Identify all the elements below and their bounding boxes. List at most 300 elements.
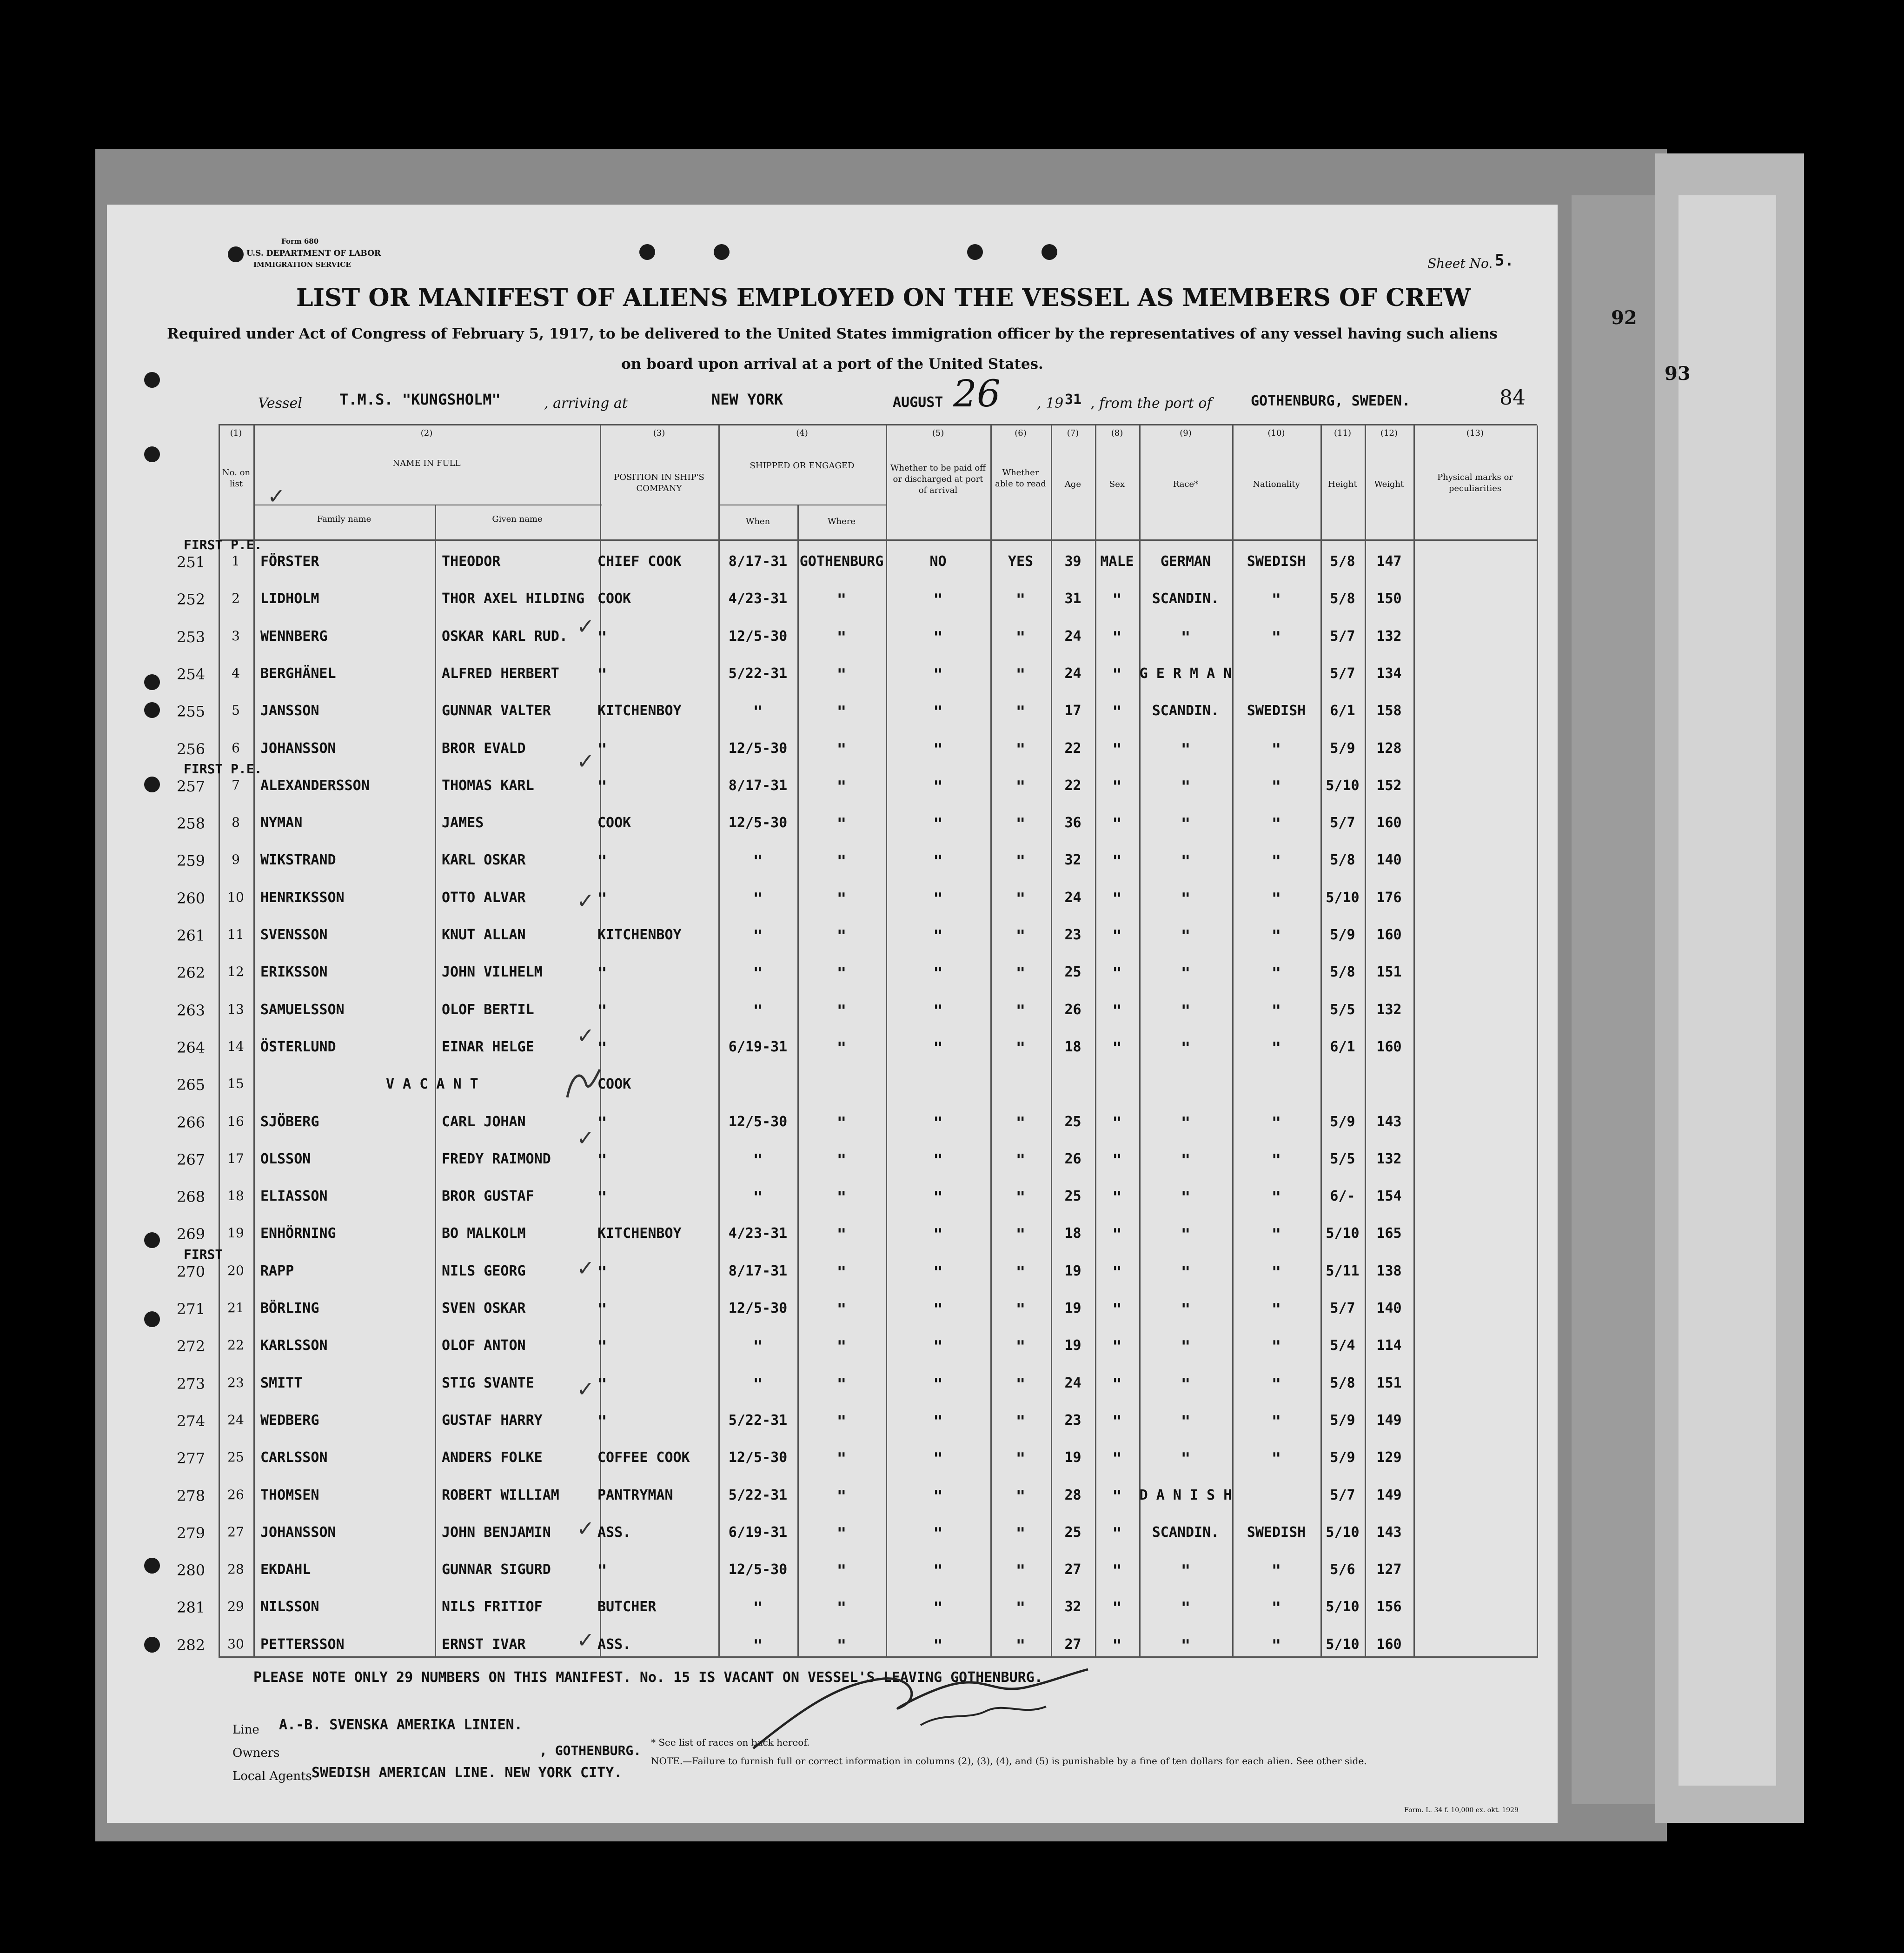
- local-agents-label: Local Agents: [232, 1769, 312, 1783]
- family-name: RAPP: [260, 1263, 294, 1279]
- col-header-read: Whether able to read: [995, 468, 1046, 489]
- shipped-when: 12/5-30: [728, 1114, 788, 1130]
- able-to-read: ": [1015, 1524, 1026, 1543]
- sex: ": [1112, 1412, 1122, 1431]
- local-agents-value: SWEDISH AMERICAN LINE. NEW YORK CITY.: [312, 1765, 623, 1781]
- weight: 143: [1376, 1524, 1402, 1541]
- age: 23: [1064, 927, 1081, 943]
- family-name: PETTERSSON: [260, 1636, 345, 1653]
- col-border: [253, 425, 255, 1658]
- able-to-read: ": [1015, 1114, 1026, 1132]
- position: ": [597, 628, 607, 647]
- position: ": [597, 1114, 607, 1132]
- position: ": [597, 1561, 607, 1580]
- family-name: BERGHÄNEL: [260, 665, 336, 682]
- background-page-edge-light: [1678, 195, 1776, 1786]
- sex: ": [1112, 1002, 1122, 1020]
- nationality: ": [1271, 1561, 1281, 1580]
- shipped-when: 4/23-31: [728, 591, 788, 607]
- shipped-where: ": [836, 1412, 847, 1431]
- shipped-when: 12/5-30: [728, 815, 788, 831]
- col-header-race: Race*: [1173, 479, 1199, 489]
- form-number: Form 680: [281, 237, 319, 246]
- shipped-where: ": [836, 1002, 847, 1020]
- race: ": [1181, 890, 1191, 908]
- arrival-month: AUGUST: [893, 394, 943, 411]
- race: G E R M A N: [1139, 665, 1232, 682]
- check-mark-icon: ✓: [577, 749, 595, 774]
- shipped-where: ": [836, 1599, 847, 1617]
- family-name: HENRIKSSON: [260, 890, 345, 906]
- sex: ": [1112, 852, 1122, 870]
- paid-off: ": [933, 890, 943, 908]
- race: ": [1181, 1300, 1191, 1319]
- sex: ": [1112, 1337, 1122, 1356]
- from-port-label: , from the port of: [1090, 395, 1212, 412]
- age: 24: [1064, 665, 1081, 682]
- height: 5/10: [1326, 777, 1360, 794]
- race: D A N I S H: [1139, 1487, 1232, 1503]
- crew-id: 280: [177, 1561, 206, 1579]
- punch-hole: [228, 246, 244, 262]
- given-name: GUNNAR SIGURD: [442, 1561, 551, 1578]
- col-header-shipped: SHIPPED OR ENGAGED: [750, 461, 855, 471]
- col-header-weight: Weight: [1374, 479, 1404, 489]
- paid-off: ": [933, 1002, 943, 1020]
- height: 5/8: [1330, 964, 1355, 980]
- crew-id: 262: [177, 964, 206, 982]
- able-to-read: ": [1015, 1151, 1026, 1169]
- position: ": [597, 1412, 607, 1431]
- shipped-where: GOTHENBURG: [799, 553, 884, 570]
- shipped-when: ": [753, 927, 763, 945]
- age: 22: [1064, 777, 1081, 794]
- weight: 132: [1376, 628, 1402, 644]
- col-header-when: When: [745, 517, 770, 526]
- crew-id: 270: [177, 1263, 206, 1281]
- paid-off: ": [933, 1449, 943, 1468]
- race: ": [1181, 1599, 1191, 1617]
- paid-off: ": [933, 1263, 943, 1282]
- race: SCANDIN.: [1152, 703, 1220, 719]
- nationality: ": [1271, 1449, 1281, 1468]
- paid-off: ": [933, 665, 943, 684]
- family-name: KARLSSON: [260, 1337, 328, 1354]
- first-pe-annotation: FIRST: [184, 1247, 223, 1262]
- position: ": [597, 1188, 607, 1207]
- check-mark-icon: ✓: [577, 1023, 595, 1048]
- crew-id: 251: [177, 553, 206, 571]
- row-line-number: 27: [227, 1524, 244, 1540]
- paid-off: ": [933, 1188, 943, 1207]
- shipped-when: 6/19-31: [728, 1524, 788, 1541]
- shipped-where: ": [836, 1263, 847, 1282]
- position: KITCHENBOY: [597, 927, 682, 943]
- col-border: [718, 425, 720, 1658]
- crew-id: 277: [177, 1449, 206, 1467]
- able-to-read: ": [1015, 1375, 1026, 1394]
- shipped-where: ": [836, 1561, 847, 1580]
- crew-id: 269: [177, 1225, 206, 1243]
- sex: ": [1112, 1449, 1122, 1468]
- shipped-when: ": [753, 852, 763, 870]
- shipping-line: A.-B. SVENSKA AMERIKA LINIEN.: [279, 1717, 523, 1733]
- paid-off: NO: [929, 553, 947, 570]
- family-name: SMITT: [260, 1375, 303, 1391]
- shipped-when: 8/17-31: [728, 553, 788, 570]
- sex: ": [1112, 964, 1122, 983]
- first-pe-annotation: FIRST P.E.: [184, 537, 262, 552]
- height: 5/9: [1330, 740, 1355, 757]
- check-mark-icon: ✓: [577, 1628, 595, 1653]
- crew-id: 272: [177, 1337, 206, 1355]
- row-line-number: 11: [227, 927, 244, 942]
- given-name: ROBERT WILLIAM: [442, 1487, 559, 1503]
- family-name: SVENSSON: [260, 927, 328, 943]
- crew-id: 274: [177, 1412, 206, 1430]
- able-to-read: ": [1015, 890, 1026, 908]
- nationality: ": [1271, 1151, 1281, 1169]
- shipped-when: 12/5-30: [728, 740, 788, 757]
- race: ": [1181, 1114, 1191, 1132]
- paid-off: ": [933, 1114, 943, 1132]
- owners-label: Owners: [232, 1746, 280, 1760]
- position: PANTRYMAN: [597, 1487, 673, 1503]
- crew-id: 253: [177, 628, 206, 646]
- punch-hole: [144, 372, 160, 388]
- height: 5/9: [1330, 1114, 1355, 1130]
- position: ": [597, 1039, 607, 1057]
- sex: ": [1112, 1151, 1122, 1169]
- family-name: THOMSEN: [260, 1487, 319, 1503]
- shipped-where: ": [836, 665, 847, 684]
- position: BUTCHER: [597, 1599, 657, 1615]
- shipped-when: 4/23-31: [728, 1225, 788, 1242]
- punch-hole: [639, 244, 655, 260]
- sex: ": [1112, 1039, 1122, 1057]
- row-line-number: 19: [227, 1225, 244, 1241]
- given-name: THOMAS KARL: [442, 777, 534, 794]
- shipped-when: ": [753, 703, 763, 721]
- crew-id: 282: [177, 1636, 206, 1654]
- nationality: ": [1271, 777, 1281, 796]
- paid-off: ": [933, 1337, 943, 1356]
- race: ": [1181, 740, 1191, 759]
- nationality: ": [1271, 852, 1281, 870]
- col-header-family-name: Family name: [317, 514, 372, 524]
- age: 26: [1064, 1002, 1081, 1018]
- arrival-port: NEW YORK: [711, 391, 783, 408]
- family-name: NYMAN: [260, 815, 303, 831]
- position: ": [597, 740, 607, 759]
- given-name: EINAR HELGE: [442, 1039, 534, 1055]
- given-name: KNUT ALLAN: [442, 927, 526, 943]
- check-mark-icon: ✓: [577, 1516, 595, 1541]
- given-name: SVEN OSKAR: [442, 1300, 526, 1316]
- position: KITCHENBOY: [597, 703, 682, 719]
- row-line-number: 17: [227, 1151, 244, 1166]
- height: 5/9: [1330, 1449, 1355, 1466]
- line-label: Line: [232, 1723, 259, 1737]
- position: ": [597, 1151, 607, 1169]
- nationality: ": [1271, 1599, 1281, 1617]
- able-to-read: ": [1015, 1188, 1026, 1207]
- paid-off: ": [933, 703, 943, 721]
- col-header-position: POSITION IN SHIP'S COMPANY: [614, 472, 704, 493]
- weight: 151: [1376, 964, 1402, 980]
- first-pe-annotation: FIRST P.E.: [184, 761, 262, 777]
- row-line-number: 28: [227, 1561, 244, 1577]
- family-name: LIDHOLM: [260, 591, 319, 607]
- height: 5/9: [1330, 1412, 1355, 1428]
- punch-hole: [144, 1637, 160, 1653]
- paid-off: ": [933, 1151, 943, 1169]
- vessel-name: T.M.S. "KUNGSHOLM": [339, 391, 501, 408]
- able-to-read: ": [1015, 1002, 1026, 1020]
- row-line-number: 12: [227, 964, 244, 979]
- sex: ": [1112, 703, 1122, 721]
- shipped-when: 8/17-31: [728, 777, 788, 794]
- row-line-number: 5: [232, 703, 240, 718]
- nationality: SWEDISH: [1247, 1524, 1306, 1541]
- row-line-number: 18: [227, 1188, 244, 1203]
- shipped-when: ": [753, 890, 763, 908]
- given-name: STIG SVANTE: [442, 1375, 534, 1391]
- sex: ": [1112, 1263, 1122, 1282]
- family-name: SAMUELSSON: [260, 1002, 345, 1018]
- able-to-read: ": [1015, 1263, 1026, 1282]
- col13-number: (13): [1466, 428, 1484, 438]
- age: 24: [1064, 890, 1081, 906]
- crew-id: 264: [177, 1039, 206, 1056]
- position: ": [597, 777, 607, 796]
- able-to-read: ": [1015, 1636, 1026, 1655]
- position: COOK: [597, 1076, 631, 1092]
- weight: 151: [1376, 1375, 1402, 1391]
- weight: 127: [1376, 1561, 1402, 1578]
- weight: 140: [1376, 1300, 1402, 1316]
- owners-value: , GOTHENBURG.: [539, 1743, 642, 1758]
- col-header-where: Where: [827, 517, 856, 526]
- check-mark-icon: ✓: [577, 614, 595, 639]
- sex: MALE: [1100, 553, 1134, 570]
- shipped-where: ": [836, 927, 847, 945]
- position: CHIEF COOK: [597, 553, 682, 570]
- shipped-where: ": [836, 1636, 847, 1655]
- position: ": [597, 665, 607, 684]
- shipped-when: ": [753, 1188, 763, 1207]
- race: GERMAN: [1160, 553, 1211, 570]
- crew-id: 260: [177, 890, 206, 907]
- shipped-where: ": [836, 1524, 847, 1543]
- sex: ": [1112, 1225, 1122, 1244]
- crew-id: 265: [177, 1076, 206, 1094]
- given-name: BROR GUSTAF: [442, 1188, 534, 1204]
- family-name: SJÖBERG: [260, 1114, 319, 1130]
- punch-hole: [144, 1558, 160, 1574]
- position: ": [597, 1263, 607, 1282]
- given-name: ERNST IVAR: [442, 1636, 526, 1653]
- row-line-number: 29: [227, 1599, 244, 1614]
- shipped-where: ": [836, 1337, 847, 1356]
- family-name: WEDBERG: [260, 1412, 319, 1428]
- nationality: ": [1271, 890, 1281, 908]
- race: ": [1181, 1263, 1191, 1282]
- age: 18: [1064, 1039, 1081, 1055]
- crew-id: 273: [177, 1375, 206, 1393]
- age: 24: [1064, 1375, 1081, 1391]
- paid-off: ": [933, 1561, 943, 1580]
- col-header-number: No. on list: [222, 468, 251, 489]
- handwritten-initials: [563, 1065, 604, 1107]
- shipped-where: ": [836, 1375, 847, 1394]
- col-header-given-name: Given name: [492, 514, 543, 524]
- nationality: ": [1271, 815, 1281, 833]
- shipped-where: ": [836, 703, 847, 721]
- height: 5/8: [1330, 591, 1355, 607]
- col-header-age: Age: [1064, 479, 1081, 489]
- crew-id: 271: [177, 1300, 206, 1318]
- age: 31: [1064, 591, 1081, 607]
- subtitle-line-1: Required under Act of Congress of February 5, 1917, to be delivered to the United States immigration officer by the representatives of any vessel having such aliens: [167, 326, 1498, 342]
- weight: 149: [1376, 1412, 1402, 1428]
- shipped-where: ": [836, 1300, 847, 1319]
- height: 5/8: [1330, 553, 1355, 570]
- weight: 160: [1376, 1636, 1402, 1653]
- paid-off: ": [933, 777, 943, 796]
- crew-id: 259: [177, 852, 206, 870]
- position: ": [597, 964, 607, 983]
- height: 5/7: [1330, 1300, 1355, 1316]
- able-to-read: YES: [1008, 553, 1034, 570]
- crew-id: 256: [177, 740, 206, 758]
- age: 23: [1064, 1412, 1081, 1428]
- race: ": [1181, 1039, 1191, 1057]
- crew-id: 254: [177, 665, 206, 683]
- able-to-read: ": [1015, 665, 1026, 684]
- col-header-physical-marks: Physical marks or peculiarities: [1437, 472, 1513, 493]
- position: ": [597, 852, 607, 870]
- able-to-read: ": [1015, 1225, 1026, 1244]
- shipped-when: ": [753, 1337, 763, 1356]
- nationality: ": [1271, 927, 1281, 945]
- nationality: ": [1271, 740, 1281, 759]
- crew-id: 261: [177, 927, 206, 944]
- col12-number: (12): [1380, 428, 1398, 438]
- race: ": [1181, 628, 1191, 647]
- arrival-year: 31: [1065, 392, 1082, 408]
- col3-number: (3): [653, 428, 665, 438]
- given-name: GUSTAF HARRY: [442, 1412, 543, 1428]
- shipped-when: 5/22-31: [728, 1412, 788, 1428]
- able-to-read: ": [1015, 1449, 1026, 1468]
- family-name: V A C A N T: [386, 1076, 478, 1092]
- shipped-where: ": [836, 964, 847, 983]
- position: ": [597, 1337, 607, 1356]
- given-name: JOHN BENJAMIN: [442, 1524, 551, 1541]
- nationality: SWEDISH: [1247, 703, 1306, 719]
- family-name: ÖSTERLUND: [260, 1039, 336, 1055]
- col6-number: (6): [1015, 428, 1027, 438]
- family-name: ERIKSSON: [260, 964, 328, 980]
- row-line-number: 16: [227, 1114, 244, 1129]
- height: 5/9: [1330, 927, 1355, 943]
- given-name: GUNNAR VALTER: [442, 703, 551, 719]
- punch-hole: [144, 1311, 160, 1327]
- col-header-name: NAME IN FULL: [392, 458, 461, 468]
- family-name: NILSSON: [260, 1599, 319, 1615]
- shipped-where: ": [836, 890, 847, 908]
- given-name: BROR EVALD: [442, 740, 526, 757]
- arriving-label: , arriving at: [544, 395, 628, 412]
- manifest-note: PLEASE NOTE ONLY 29 NUMBERS ON THIS MANIFEST. No. 15 IS VACANT ON VESSEL'S LEAVING GOTHENBURG.: [253, 1669, 1043, 1686]
- given-name: OSKAR KARL RUD.: [442, 628, 568, 644]
- height: 6/1: [1330, 1039, 1355, 1055]
- family-name: FÖRSTER: [260, 553, 319, 570]
- able-to-read: ": [1015, 1599, 1026, 1617]
- position: COOK: [597, 591, 631, 607]
- shipped-where: ": [836, 591, 847, 609]
- given-name: OLOF ANTON: [442, 1337, 526, 1354]
- shipped-when: 6/19-31: [728, 1039, 788, 1055]
- given-name: JAMES: [442, 815, 484, 831]
- col1-number: (1): [230, 428, 242, 438]
- age: 18: [1064, 1225, 1081, 1242]
- position: ASS.: [597, 1636, 631, 1653]
- height: 5/4: [1330, 1337, 1355, 1354]
- shipped-where: ": [836, 852, 847, 870]
- position: ": [597, 1300, 607, 1319]
- check-mark-icon: ✓: [267, 484, 285, 509]
- able-to-read: ": [1015, 1412, 1026, 1431]
- check-mark-icon: ✓: [577, 1125, 595, 1150]
- nationality: ": [1271, 964, 1281, 983]
- paid-off: ": [933, 740, 943, 759]
- col7-number: (7): [1067, 428, 1079, 438]
- row-line-number: 4: [232, 665, 240, 681]
- given-name: OLOF BERTIL: [442, 1002, 534, 1018]
- able-to-read: ": [1015, 815, 1026, 833]
- weight: 132: [1376, 1151, 1402, 1167]
- punch-hole: [714, 244, 730, 260]
- row-line-number: 7: [232, 777, 240, 793]
- table-header-border: [219, 539, 1537, 541]
- race: ": [1181, 1151, 1191, 1169]
- row-line-number: 8: [232, 815, 240, 830]
- weight: 128: [1376, 740, 1402, 757]
- nationality: ": [1271, 1300, 1281, 1319]
- sex: ": [1112, 890, 1122, 908]
- height: 5/8: [1330, 852, 1355, 868]
- weight: 114: [1376, 1337, 1402, 1354]
- weight: 165: [1376, 1225, 1402, 1242]
- check-mark-icon: ✓: [577, 1256, 595, 1281]
- row-line-number: 22: [227, 1337, 244, 1353]
- family-name: CARLSSON: [260, 1449, 328, 1466]
- row-line-number: 26: [227, 1487, 244, 1502]
- officer-signature: [744, 1655, 1097, 1758]
- punch-hole: [144, 777, 160, 792]
- race: ": [1181, 1561, 1191, 1580]
- age: 27: [1064, 1636, 1081, 1653]
- shipped-when: ": [753, 1375, 763, 1394]
- race: ": [1181, 1636, 1191, 1655]
- shipped-when: ": [753, 1599, 763, 1617]
- sex: ": [1112, 1487, 1122, 1506]
- department-name: U.S. DEPARTMENT OF LABOR: [246, 249, 381, 258]
- paid-off: ": [933, 1375, 943, 1394]
- crew-id: 268: [177, 1188, 206, 1206]
